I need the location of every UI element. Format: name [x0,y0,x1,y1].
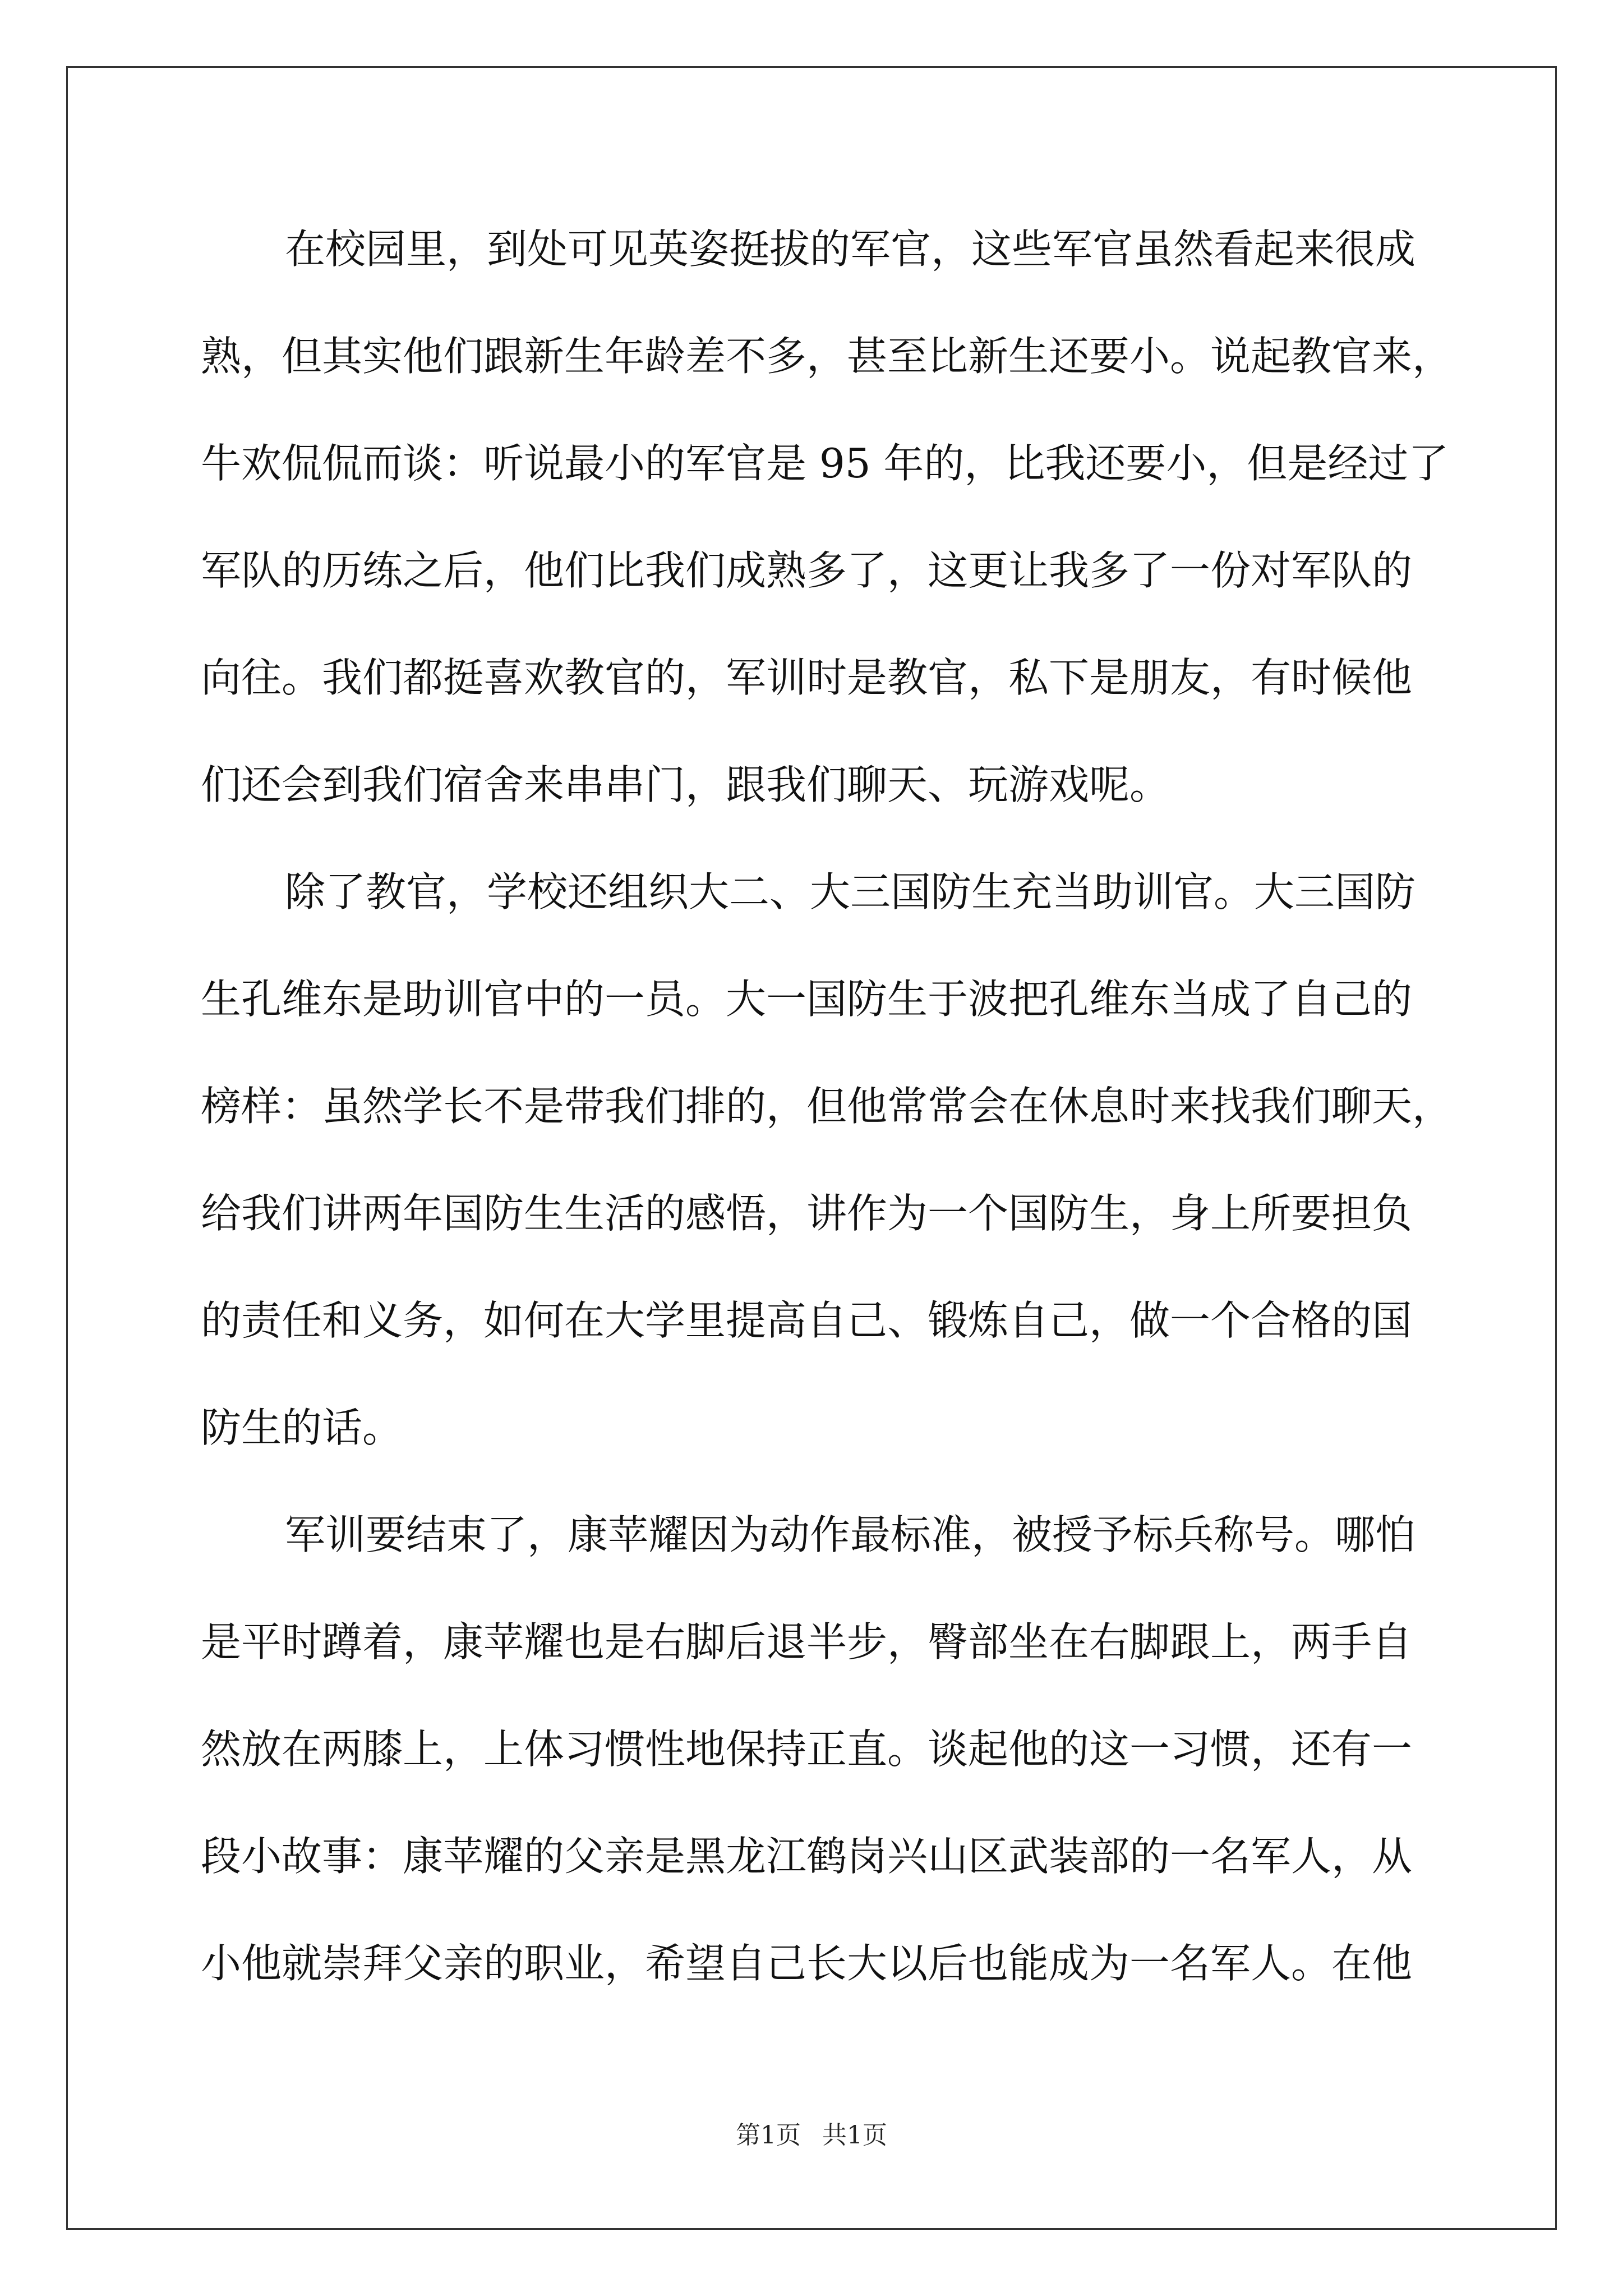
text-line: 在校园里，到处可见英姿挺拔的军官，这些军官虽然看起来很成 [285,226,1416,273]
text-line: 生孔维东是助训官中的一员。大一国防生于波把孔维东当成了自己的 [201,976,1413,1023]
text-line: 给我们讲两年国防生生活的感悟，讲作为一个国防生，身上所要担负 [201,1190,1413,1237]
page-number-current: 第1页 [736,2121,801,2150]
text-line: 除了教官，学校还组织大二、大三国防生充当助训官。大三国防 [285,868,1416,915]
text-line: 小他就崇拜父亲的职业，希望自己长大以后也能成为一名军人。在他 [201,1940,1413,1987]
page-footer [0,2115,1623,2151]
text-line: 军训要结束了，康苹耀因为动作最标准，被授予标兵称号。哪怕 [285,1511,1416,1558]
text-line: 军队的历练之后，他们比我们成熟多了，这更让我多了一份对军队的 [201,547,1413,594]
text-line: 段小故事：康苹耀的父亲是黑龙江鹤岗兴山区武装部的一名军人，从 [201,1833,1413,1880]
text-line: 防生的话。 [201,1404,403,1451]
text-line: 的责任和义务，如何在大学里提高自己、锻炼自己，做一个合格的国 [201,1297,1413,1344]
text-line: 们还会到我们宿舍来串串门，跟我们聊天、玩游戏呢。 [201,761,1170,808]
text-line: 然放在两膝上，上体习惯性地保持正直。谈起他的这一习惯，还有一 [201,1726,1413,1773]
document-body [201,215,1453,2037]
page-number-total: 共1页 [822,2121,887,2150]
text-line: 熟，但其实他们跟新生年龄差不多，甚至比新生还要小。说起教官来， [201,333,1453,380]
text-line: 榜样：虽然学长不是带我们排的，但他常常会在休息时来找我们聊天， [201,1083,1453,1130]
text-line: 牛欢侃侃而谈：听说最小的军官是 95 年的，比我还要小，但是经过了 [201,440,1449,487]
text-line: 是平时蹲着，康苹耀也是右脚后退半步，臀部坐在右脚跟上，两手自 [201,1618,1413,1665]
text-line: 向往。我们都挺喜欢教官的，军训时是教官，私下是朋友，有时候他 [201,654,1413,701]
